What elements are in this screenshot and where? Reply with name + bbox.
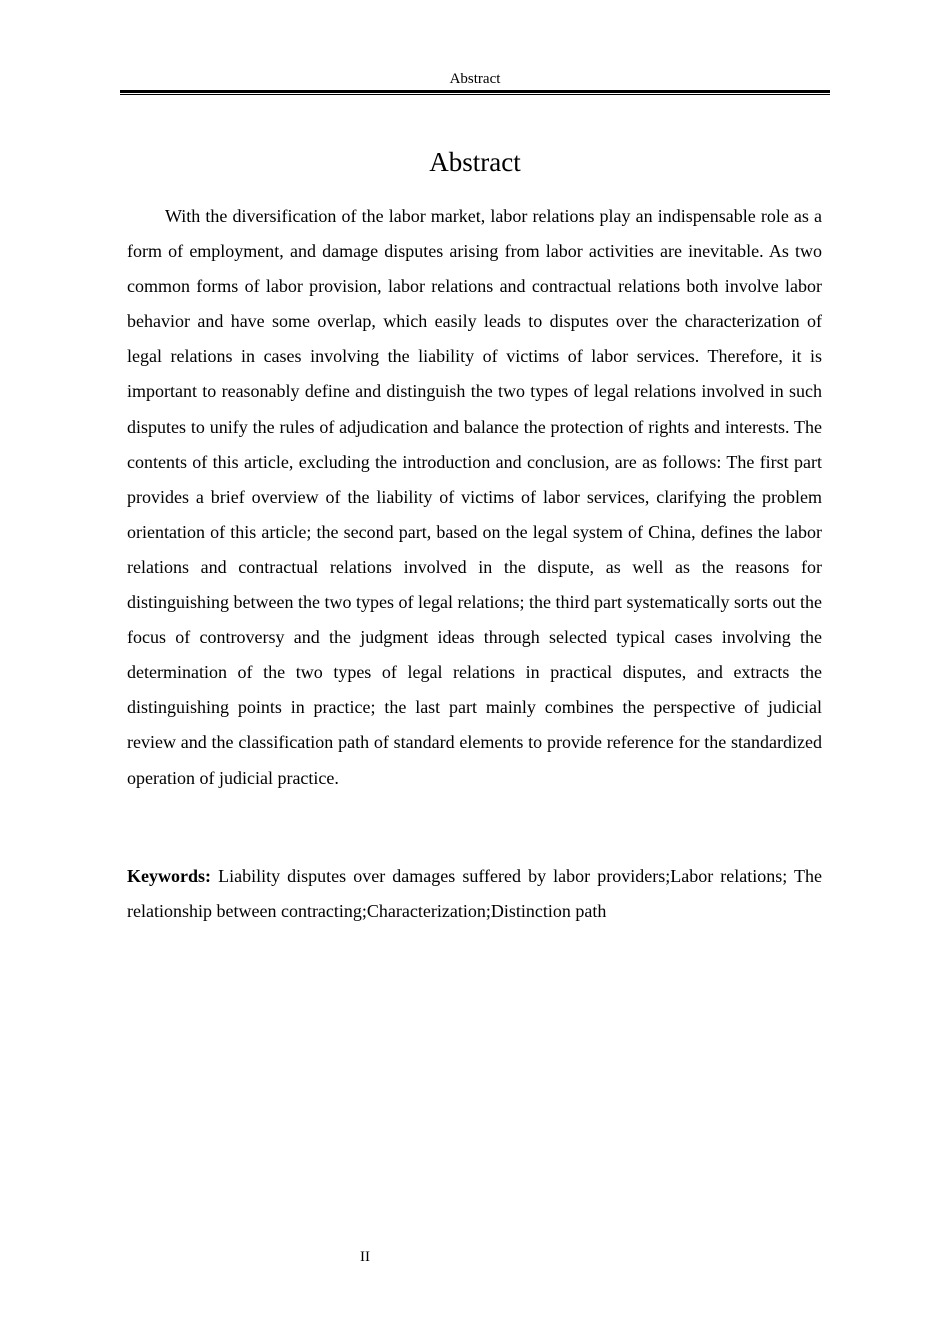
page-number: II: [360, 1249, 370, 1265]
header-rule-thin-line: [120, 94, 830, 95]
header-rule: [120, 90, 830, 96]
keywords-text: Liability disputes over damages suffered by labor providers;Labor relations; The relationship between contracting;Characterization;Distinction path: [127, 866, 823, 922]
keywords-paragraph: [127, 859, 822, 929]
page-title: Abstract: [429, 147, 521, 177]
running-header: Abstract: [449, 71, 501, 87]
header-rule-thick-line: [120, 90, 830, 93]
abstract-body: With the diversification of the labor market, labor relations play an indispensable role as a form of employment, and damage disputes arising from labor activities are inevitable. As two common forms of labor provision, labor relations and contractual relations both involve labor behavior and have some overlap, which easily leads to disputes over the characterization of legal relations in cases involving the liability of victims of labor services. Therefore, it is important to reasonably define and distinguish the two types of legal relations involved in such disputes to unify the rules of adjudication and balance the protection of rights and interests. The contents of this article, excluding the introduction and conclusion, are as follows: The first part provides a brief overview of the liability of victims of labor services, clarifying the problem orientation of this article; the second part, based on the legal system of China, defines the labor relations and contractual relations involved in the dispute, as well as the reasons for distinguishing between the two types of legal relations; the third part systematically sorts out the focus of controversy and the judgment ideas through selected typical cases involving the determination of the two types of legal relations in practical disputes, and extracts the distinguishing points in practice; the last part mainly combines the perspective of judicial review and the classification path of standard elements to provide reference for the standardized operation of judicial practice.: [127, 206, 822, 788]
keywords-label: Keywords:: [127, 866, 211, 886]
